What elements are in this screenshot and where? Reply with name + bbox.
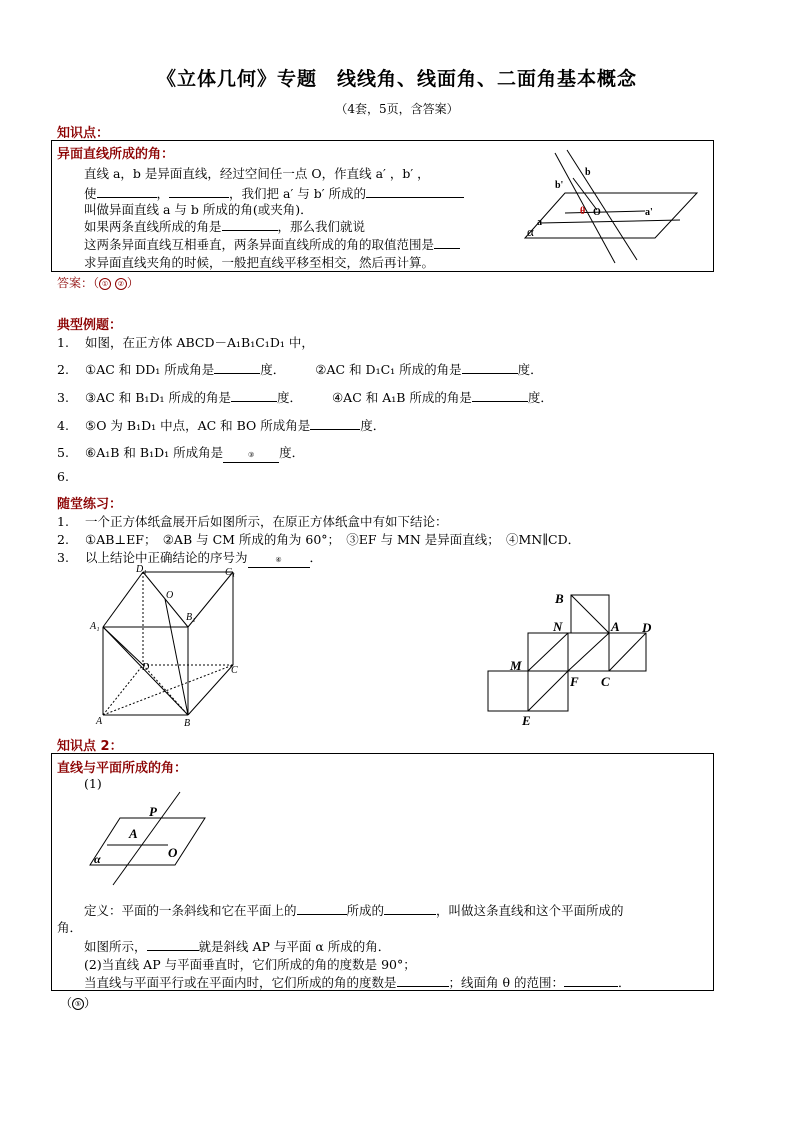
q5-unit: 度． (360, 418, 386, 433)
plane-alpha (90, 818, 205, 865)
skew-line-text-6: 求异面直线夹角的时候，一般把直线平移至相交，然后再计算。 (84, 255, 435, 270)
section-heading-practice: 随堂练习： (57, 497, 123, 512)
text-shi: 使 (84, 186, 97, 201)
blank-2 (169, 185, 229, 198)
edge-BC (188, 665, 233, 715)
blank-4 (222, 218, 278, 231)
par-text-b: ；线面角 θ 的范围： (448, 975, 564, 990)
q6-unit: 度． (279, 445, 305, 460)
diag-DB (143, 665, 188, 715)
skew-line-text-3: 叫做异面直线 a 与 b 所成的角(或夹角)． (84, 202, 313, 217)
item-number: 2. (57, 532, 69, 547)
practice-item-1 (57, 512, 448, 530)
fig-text-a: 如图所示， (84, 939, 147, 954)
q4-text: ④AC 和 A₁B 所成的角是 (331, 390, 472, 405)
net-label-N: N (553, 619, 563, 634)
box-title-line-plane: 直线与平面所成的角： (57, 761, 188, 776)
q2-unit: 度． (517, 362, 543, 377)
definition-line-2: 角． (57, 920, 83, 935)
line-plane-figure (85, 790, 210, 890)
line-b-extra (567, 150, 637, 260)
label-O: O (593, 207, 601, 218)
label-O: O (166, 590, 174, 601)
text-then: ，那么我们就说 (277, 219, 366, 234)
net-label-C: C (601, 674, 610, 689)
par-text-c: ． (618, 975, 631, 990)
blank-def-1 (297, 902, 347, 915)
par-text-a: 当直线与平面平行或在平面内时，它们所成的角的度数是 (84, 975, 397, 990)
label-C1: C₁ (225, 567, 236, 578)
q6-text: ⑥A₁B 和 B₁D₁ 所成角是 (85, 445, 224, 460)
item-number: 3. (57, 550, 69, 565)
net-label-D: D (642, 620, 652, 635)
net-diag-3 (609, 633, 646, 671)
item-number: 6. (57, 469, 69, 484)
item-number: 1. (57, 514, 69, 529)
q4-unit: 度． (527, 390, 553, 405)
net-diag-4 (528, 671, 568, 711)
item-number: 1. (57, 335, 69, 350)
blank-q6 (223, 450, 279, 463)
example-item-3 (57, 388, 553, 406)
net-diag-1 (528, 633, 568, 671)
item-number: 3. (57, 390, 69, 405)
label-alpha: α (527, 224, 534, 239)
cube-net-figure (485, 585, 665, 730)
practice-item-2 (57, 530, 580, 548)
item-text: 一个正方体纸盒展开后如图所示，在原正方体纸盒中有如下结论： (85, 514, 448, 529)
skew-line-text-1: 直线 a，b 是异面直线，经过空间任一点 O，作直线 a′ ，b′ ， (84, 166, 430, 181)
blank-par-2 (564, 974, 618, 987)
q2-text: ②AC 和 D₁C₁ 所成的角是 (315, 362, 462, 377)
def-text-c: ，叫做这条直线和这个平面所成的 (436, 903, 624, 918)
blank-practice (248, 555, 310, 568)
label-P: P (149, 804, 157, 819)
label-B: B (184, 718, 191, 729)
skew-line-text-5 (84, 235, 460, 253)
label-a: a (537, 217, 542, 228)
net-label-F: F (570, 674, 579, 689)
example-item-1 (57, 333, 314, 351)
label-A1: A₁ (90, 621, 100, 632)
page-subtitle: （4套，5页，含答案） (335, 102, 459, 116)
label-b: b (585, 167, 591, 178)
plane-alpha (525, 193, 697, 238)
answer-line-1 (57, 274, 139, 291)
box-title-skew-lines: 异面直线所成的角： (57, 147, 175, 162)
blank-3 (366, 185, 464, 198)
answer-mark-3: ③ (247, 451, 255, 459)
footer-close: ） (84, 996, 97, 1010)
net-label-A: A (611, 619, 620, 634)
label-theta: θ (580, 206, 586, 217)
blank-q2 (462, 361, 518, 374)
footer-answer (60, 994, 96, 1011)
blank-def-2 (384, 902, 436, 915)
skew-line-text-4 (84, 217, 365, 235)
q3-unit: 度． (276, 390, 302, 405)
q3-text: ③AC 和 B₁D₁ 所成的角是 (85, 390, 231, 405)
section-heading-examples: 典型例题： (57, 318, 123, 333)
definition-line (84, 901, 624, 919)
def-text-a: 定义：平面的一条斜线和它在平面上的 (84, 903, 297, 918)
item-number: 4. (57, 418, 69, 433)
diag-A1D (103, 627, 143, 665)
item-text: 以上结论中正确结论的序号为 (85, 550, 248, 565)
label-D: D (142, 662, 150, 673)
seg-OB (165, 599, 188, 715)
section-heading-knowledge-2: 知识点 2： (57, 739, 123, 754)
answer-mark-2: ② (115, 278, 127, 290)
cube-figure (88, 562, 248, 732)
parallel-line (84, 973, 631, 991)
label-O: O (168, 845, 178, 860)
skew-lines-figure (505, 148, 705, 268)
def-text-b: 所成的 (346, 903, 385, 918)
blank-q1 (214, 361, 260, 374)
net-face-4 (488, 671, 528, 711)
label-D1: D₁ (136, 564, 147, 575)
oblique-line-AP (113, 792, 180, 885)
net-diag-top (571, 595, 609, 633)
net-label-E: E (522, 713, 531, 728)
q5-text: ⑤O 为 B₁D₁ 中点，AC 和 BO 所成角是 (85, 418, 311, 433)
blank-q3 (231, 389, 277, 402)
q1-unit: 度． (260, 362, 286, 377)
label-A: A (96, 716, 103, 727)
label-B1: B₁ (186, 612, 196, 623)
net-diag-2 (568, 633, 609, 671)
line-a (540, 220, 680, 223)
q1-text: ①AC 和 DD₁ 所成角是 (85, 362, 215, 377)
blank-fig (147, 938, 199, 951)
label-A: A (129, 826, 138, 841)
example-item-4 (57, 416, 385, 434)
text-comma: ， (156, 186, 170, 201)
text-if-angle: 如果两条直线所成的角是 (84, 219, 222, 234)
sub-label-1: (1) (84, 776, 102, 791)
example-item-5 (57, 443, 304, 463)
text-range: 这两条异面直线互相垂直，两条异面直线所成的角的取值范围是 (84, 237, 435, 252)
blank-par-1 (397, 974, 449, 987)
blank-q4 (472, 389, 528, 402)
section-heading-knowledge: 知识点： (57, 126, 110, 141)
net-label-B: B (555, 591, 564, 606)
answer-label: 答案：（ (57, 276, 100, 290)
item-text: ①AB⊥EF； ②AB 与 CM 所成的角为 60°； ③EF 与 MN 是异面直线； ④MN∥CD． (85, 532, 581, 547)
answer-mark-5: ⑤ (72, 998, 84, 1010)
figure-line (84, 937, 390, 955)
edge-D1A1 (103, 572, 143, 627)
fig-text-b: 就是斜线 AP 与平面 α 所成的角． (198, 939, 391, 954)
diag-AC (103, 665, 233, 715)
item-number: 5. (57, 445, 69, 460)
blank-q5 (310, 417, 360, 430)
text-we-call: ，我们把 a′ 与 b′ 所成的 (229, 186, 367, 201)
label-alpha: α (94, 852, 101, 866)
blank-5 (434, 236, 460, 249)
item-number: 2. (57, 362, 69, 377)
example-item-2 (57, 360, 543, 378)
perpendicular-line: (2)当直线 AP 与平面垂直时，它们所成的角的度数是 90°； (84, 957, 416, 972)
answer-mark-1: ① (99, 278, 111, 290)
page-title: 《立体几何》专题 线线角、线面角、二面角基本概念 (156, 68, 637, 90)
item-text: 如图，在正方体 ABCD－A₁B₁C₁D₁ 中， (85, 335, 314, 350)
answer-mark-4: ④ (275, 556, 282, 564)
line-a-prime (565, 211, 645, 213)
label-C: C (231, 665, 238, 676)
net-label-M: M (510, 658, 522, 673)
label-b-prime: b' (555, 180, 564, 191)
answer-close: ） (126, 276, 139, 290)
label-a-prime: a' (645, 207, 653, 218)
example-item-6 (57, 469, 85, 484)
item-end: ． (309, 550, 323, 565)
blank-1 (97, 185, 157, 198)
footer-open: （ (60, 996, 73, 1010)
